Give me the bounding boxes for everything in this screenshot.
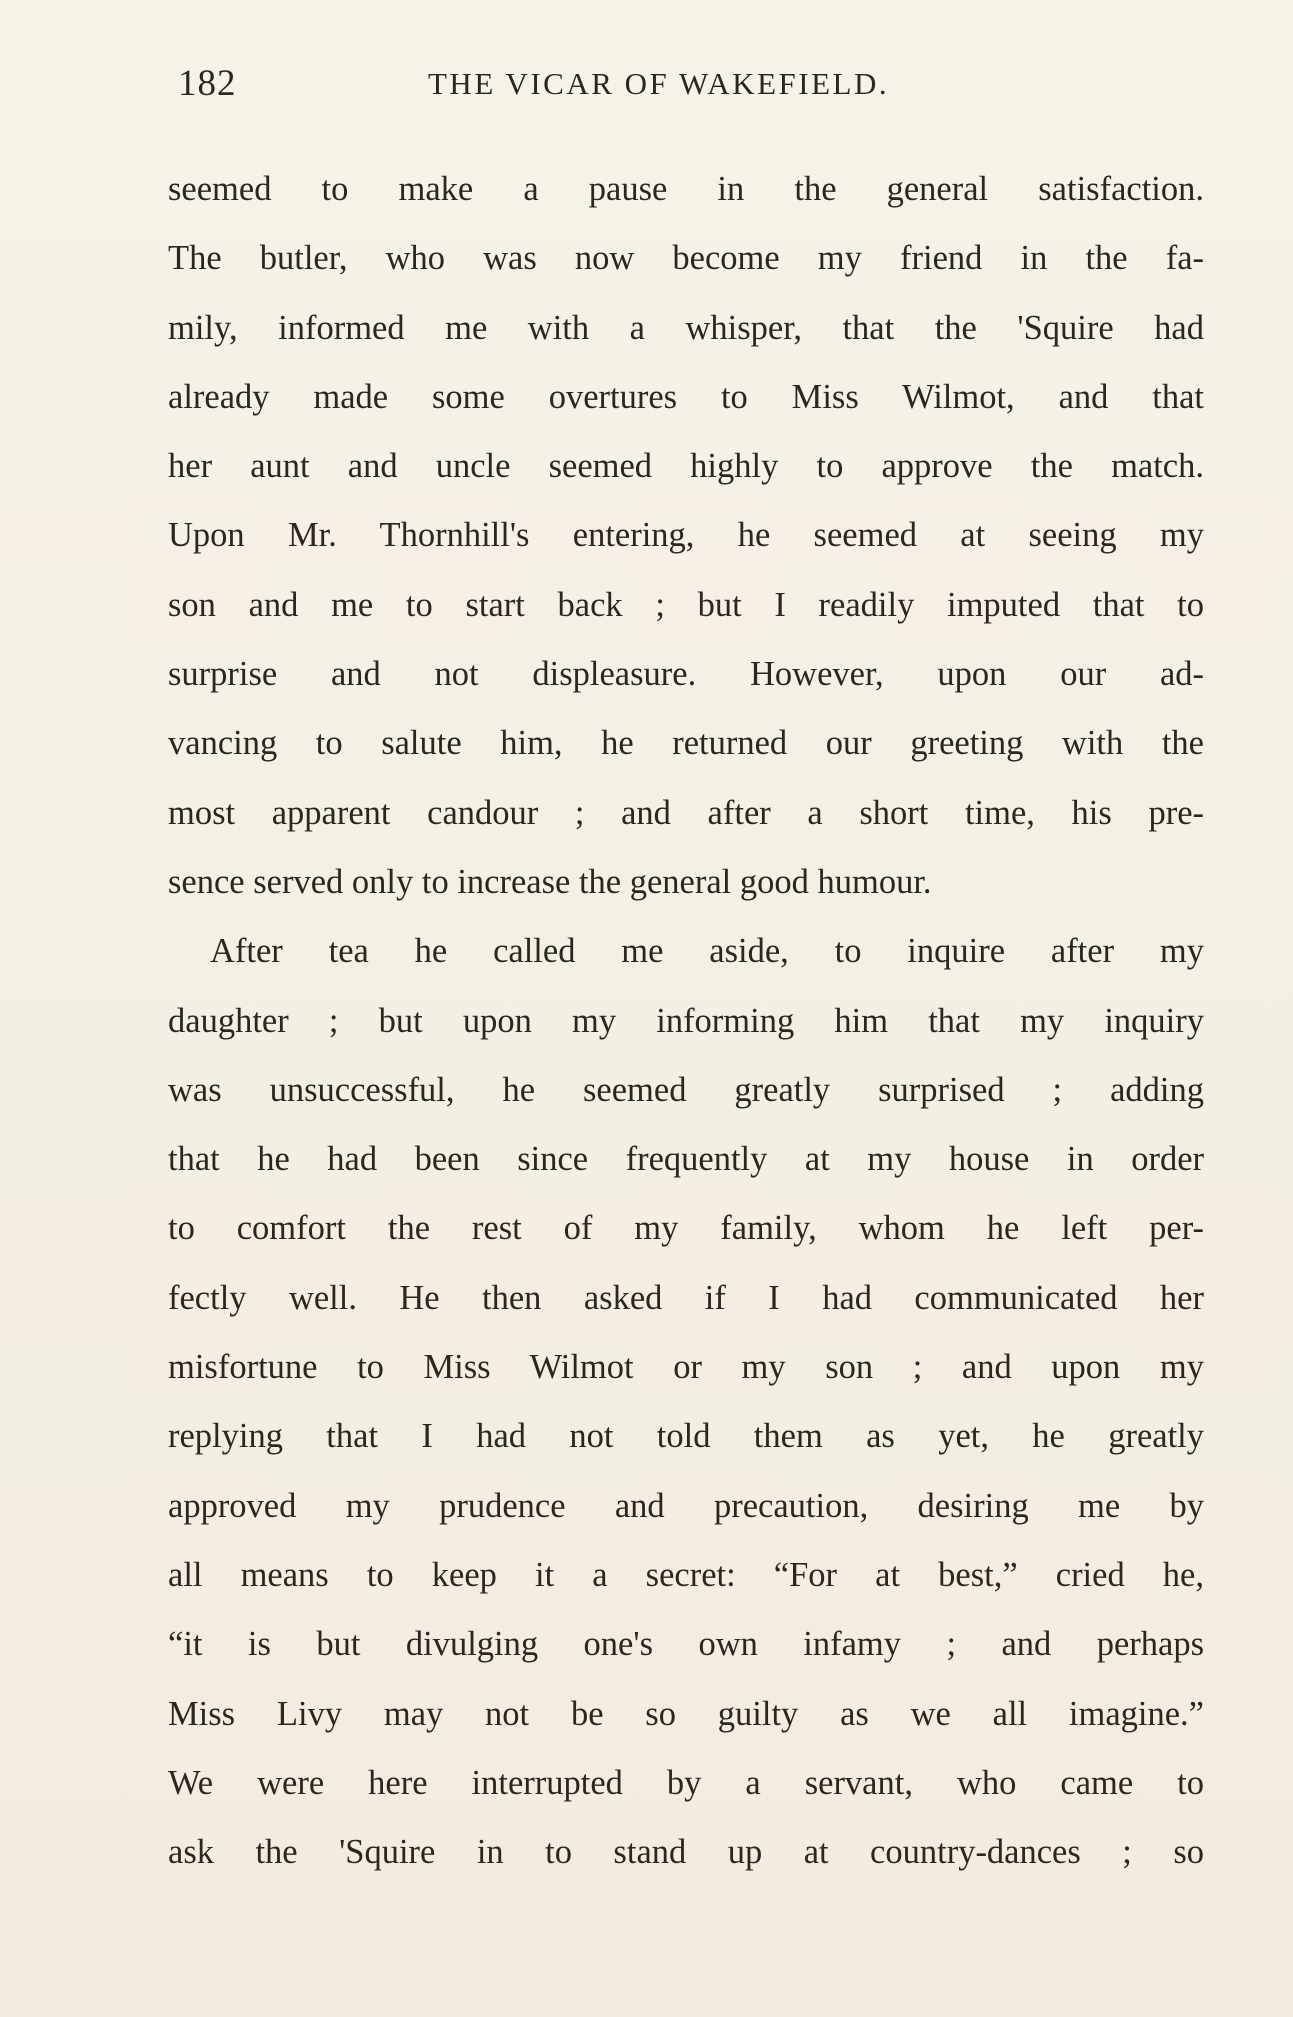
text-line: surprise and not displeasure. However, upon our ad-	[168, 655, 1204, 694]
page-number: 182	[178, 63, 237, 104]
text-line: fectly well. He then asked if I had communicated her	[168, 1278, 1204, 1317]
text-line: to comfort the rest of my family, whom he left per-	[168, 1209, 1204, 1248]
text-line: vancing to salute him, he returned our greeting with the	[168, 724, 1204, 763]
text-line: approved my prudence and precaution, desiring me by	[168, 1486, 1204, 1525]
text-line: “it is but divulging one's own infamy ; and perhaps	[168, 1625, 1204, 1664]
text-line: that he had been since frequently at my house in order	[168, 1140, 1204, 1179]
text-line: son and me to start back ; but I readily imputed that to	[168, 585, 1204, 624]
text-line: sence served only to increase the general good humour.	[168, 862, 932, 901]
text-line: most apparent candour ; and after a short time, his pre-	[168, 793, 1204, 832]
text-line: The butler, who was now become my friend in the fa-	[168, 239, 1204, 278]
text-line: all means to keep it a secret: “For at best,” cried he,	[168, 1555, 1204, 1594]
text-line: daughter ; but upon my informing him that my inquiry	[168, 1001, 1204, 1040]
text-line: misfortune to Miss Wilmot or my son ; and upon my	[168, 1348, 1204, 1387]
body-text	[168, 155, 1204, 1887]
text-line: her aunt and uncle seemed highly to approve the match.	[168, 447, 1204, 486]
text-line: ask the 'Squire in to stand up at country-dances ; so	[168, 1833, 1204, 1872]
text-line: was unsuccessful, he seemed greatly surprised ; adding	[168, 1070, 1204, 1109]
text-line: After tea he called me aside, to inquire after my	[210, 932, 1204, 971]
text-line: already made some overtures to Miss Wilmot, and that	[168, 377, 1204, 416]
text-line: Miss Livy may not be so guilty as we all imagine.”	[168, 1694, 1204, 1733]
text-line: mily, informed me with a whisper, that the 'Squire had	[168, 308, 1204, 347]
text-line: Upon Mr. Thornhill's entering, he seemed at seeing my	[168, 516, 1204, 555]
text-line: replying that I had not told them as yet, he greatly	[168, 1417, 1204, 1456]
text-line: seemed to make a pause in the general satisfaction.	[168, 170, 1204, 208]
text-line: We were here interrupted by a servant, who came to	[168, 1763, 1204, 1802]
page-header	[178, 62, 1210, 112]
running-title: THE VICAR OF WAKEFIELD.	[428, 66, 890, 101]
